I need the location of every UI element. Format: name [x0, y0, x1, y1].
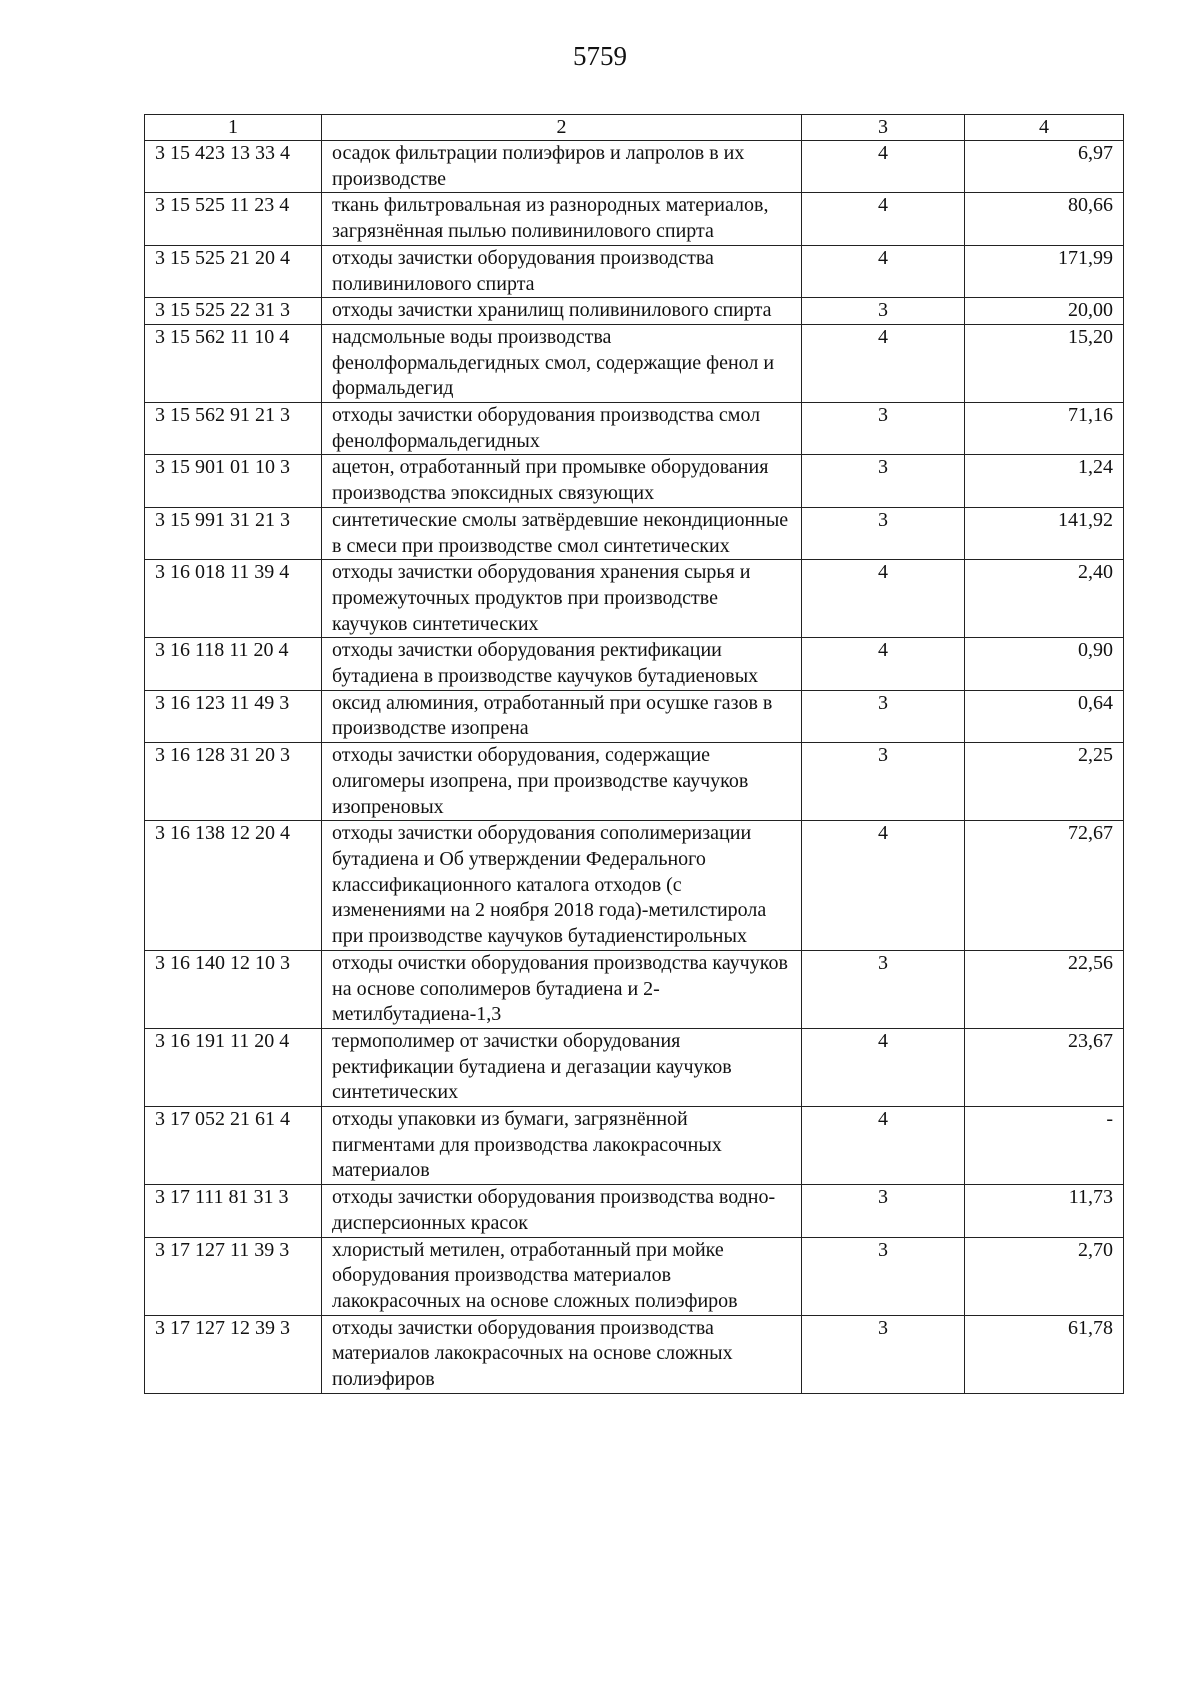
- hazard-class-cell: 4: [802, 560, 965, 638]
- table-body: [145, 141, 1124, 1394]
- value-cell: 1,24: [965, 455, 1124, 507]
- value-cell: 171,99: [965, 245, 1124, 297]
- table-header: [145, 115, 1124, 141]
- waste-code-cell: 3 15 991 31 21 3: [145, 507, 322, 559]
- table-row: [145, 743, 1124, 821]
- table-row: [145, 324, 1124, 402]
- waste-description-cell: отходы зачистки оборудования производства водно-дисперсионных красок: [322, 1185, 802, 1237]
- hazard-class-cell: 4: [802, 141, 965, 193]
- waste-description-cell: ацетон, отработанный при промывке оборудования производства эпоксидных связующих: [322, 455, 802, 507]
- hazard-class-cell: 4: [802, 245, 965, 297]
- waste-description-cell: отходы зачистки оборудования производства поливинилового спирта: [322, 245, 802, 297]
- waste-description-cell: надсмольные воды производства фенолформальдегидных смол, содержащие фенол и формальдегид: [322, 324, 802, 402]
- value-cell: 6,97: [965, 141, 1124, 193]
- waste-code-cell: 3 15 525 22 31 3: [145, 298, 322, 325]
- waste-code-cell: 3 16 118 11 20 4: [145, 638, 322, 690]
- hazard-class-cell: 3: [802, 298, 965, 325]
- value-cell: 20,00: [965, 298, 1124, 325]
- table-row: [145, 560, 1124, 638]
- waste-description-cell: отходы зачистки оборудования сополимеризации бутадиена и Об утверждении Федерального классификационного каталога отходов (с изменениями на 2 ноября 2018 года)-метилстирола при производстве каучуков бутадиенстирольных: [322, 821, 802, 951]
- hazard-class-cell: 3: [802, 507, 965, 559]
- waste-code-cell: 3 16 191 11 20 4: [145, 1028, 322, 1106]
- waste-description-cell: отходы зачистки оборудования, содержащие олигомеры изопрена, при производстве каучуков изопреновых: [322, 743, 802, 821]
- page-number: 5759: [573, 41, 627, 71]
- header-col-4: 4: [965, 115, 1124, 141]
- waste-description-cell: оксид алюминия, отработанный при осушке газов в производстве изопрена: [322, 690, 802, 742]
- waste-code-cell: 3 16 140 12 10 3: [145, 950, 322, 1028]
- hazard-class-cell: 4: [802, 193, 965, 245]
- waste-description-cell: ткань фильтровальная из разнородных материалов, загрязнённая пылью поливинилового спирта: [322, 193, 802, 245]
- value-cell: 22,56: [965, 950, 1124, 1028]
- hazard-class-cell: 3: [802, 1237, 965, 1315]
- hazard-class-cell: 3: [802, 1185, 965, 1237]
- waste-description-cell: отходы упаковки из бумаги, загрязнённой пигментами для производства лакокрасочных материалов: [322, 1107, 802, 1185]
- hazard-class-cell: 4: [802, 638, 965, 690]
- waste-code-cell: 3 16 138 12 20 4: [145, 821, 322, 951]
- value-cell: 0,90: [965, 638, 1124, 690]
- table-row: [145, 638, 1124, 690]
- waste-description-cell: отходы зачистки оборудования производства смол фенолформальдегидных: [322, 403, 802, 455]
- hazard-class-cell: 4: [802, 821, 965, 951]
- value-cell: 72,67: [965, 821, 1124, 951]
- table-row: [145, 193, 1124, 245]
- value-cell: 61,78: [965, 1315, 1124, 1393]
- header-row: [145, 115, 1124, 141]
- waste-description-cell: отходы зачистки оборудования производства материалов лакокрасочных на основе сложных полиэфиров: [322, 1315, 802, 1393]
- hazard-class-cell: 3: [802, 950, 965, 1028]
- value-cell: 11,73: [965, 1185, 1124, 1237]
- hazard-class-cell: 3: [802, 1315, 965, 1393]
- value-cell: 0,64: [965, 690, 1124, 742]
- table-row: [145, 1185, 1124, 1237]
- hazard-class-cell: 4: [802, 1028, 965, 1106]
- waste-code-cell: 3 16 123 11 49 3: [145, 690, 322, 742]
- waste-description-cell: отходы зачистки хранилищ поливинилового спирта: [322, 298, 802, 325]
- waste-description-cell: термополимер от зачистки оборудования ректификации бутадиена и дегазации каучуков синтетических: [322, 1028, 802, 1106]
- value-cell: 71,16: [965, 403, 1124, 455]
- waste-code-cell: 3 17 127 11 39 3: [145, 1237, 322, 1315]
- header-col-2: 2: [322, 115, 802, 141]
- hazard-class-cell: 3: [802, 743, 965, 821]
- hazard-class-cell: 3: [802, 403, 965, 455]
- waste-code-cell: 3 17 111 81 31 3: [145, 1185, 322, 1237]
- hazard-class-cell: 3: [802, 690, 965, 742]
- table-row: [145, 821, 1124, 951]
- waste-code-cell: 3 15 525 11 23 4: [145, 193, 322, 245]
- waste-description-cell: отходы зачистки оборудования ректификации бутадиена в производстве каучуков бутадиеновых: [322, 638, 802, 690]
- value-cell: 23,67: [965, 1028, 1124, 1106]
- hazard-class-cell: 4: [802, 1107, 965, 1185]
- table-row: [145, 1237, 1124, 1315]
- value-cell: 141,92: [965, 507, 1124, 559]
- table-row: [145, 1315, 1124, 1393]
- value-cell: 2,25: [965, 743, 1124, 821]
- waste-code-cell: 3 15 423 13 33 4: [145, 141, 322, 193]
- waste-code-cell: 3 15 562 11 10 4: [145, 324, 322, 402]
- table-row: [145, 455, 1124, 507]
- waste-description-cell: синтетические смолы затвёрдевшие некондиционные в смеси при производстве смол синтетических: [322, 507, 802, 559]
- table-row: [145, 1028, 1124, 1106]
- waste-code-cell: 3 16 018 11 39 4: [145, 560, 322, 638]
- waste-code-cell: 3 15 525 21 20 4: [145, 245, 322, 297]
- waste-code-cell: 3 17 127 12 39 3: [145, 1315, 322, 1393]
- value-cell: 80,66: [965, 193, 1124, 245]
- waste-code-cell: 3 15 562 91 21 3: [145, 403, 322, 455]
- waste-code-cell: 3 15 901 01 10 3: [145, 455, 322, 507]
- value-cell: 2,40: [965, 560, 1124, 638]
- value-cell: 15,20: [965, 324, 1124, 402]
- waste-code-cell: 3 17 052 21 61 4: [145, 1107, 322, 1185]
- table-row: [145, 298, 1124, 325]
- table-row: [145, 690, 1124, 742]
- table-row: [145, 1107, 1124, 1185]
- header-col-1: 1: [145, 115, 322, 141]
- table-row: [145, 950, 1124, 1028]
- hazard-class-cell: 3: [802, 455, 965, 507]
- waste-classification-table: [144, 114, 1124, 1394]
- table-row: [145, 245, 1124, 297]
- table-row: [145, 403, 1124, 455]
- waste-description-cell: отходы очистки оборудования производства каучуков на основе сополимеров бутадиена и 2-метилбутадиена-1,3: [322, 950, 802, 1028]
- table-row: [145, 141, 1124, 193]
- waste-description-cell: отходы зачистки оборудования хранения сырья и промежуточных продуктов при производстве каучуков синтетических: [322, 560, 802, 638]
- value-cell: -: [965, 1107, 1124, 1185]
- waste-description-cell: хлористый метилен, отработанный при мойке оборудования производства материалов лакокрасочных на основе сложных полиэфиров: [322, 1237, 802, 1315]
- waste-code-cell: 3 16 128 31 20 3: [145, 743, 322, 821]
- waste-description-cell: осадок фильтрации полиэфиров и лапролов в их производстве: [322, 141, 802, 193]
- table-row: [145, 507, 1124, 559]
- header-col-3: 3: [802, 115, 965, 141]
- value-cell: 2,70: [965, 1237, 1124, 1315]
- hazard-class-cell: 4: [802, 324, 965, 402]
